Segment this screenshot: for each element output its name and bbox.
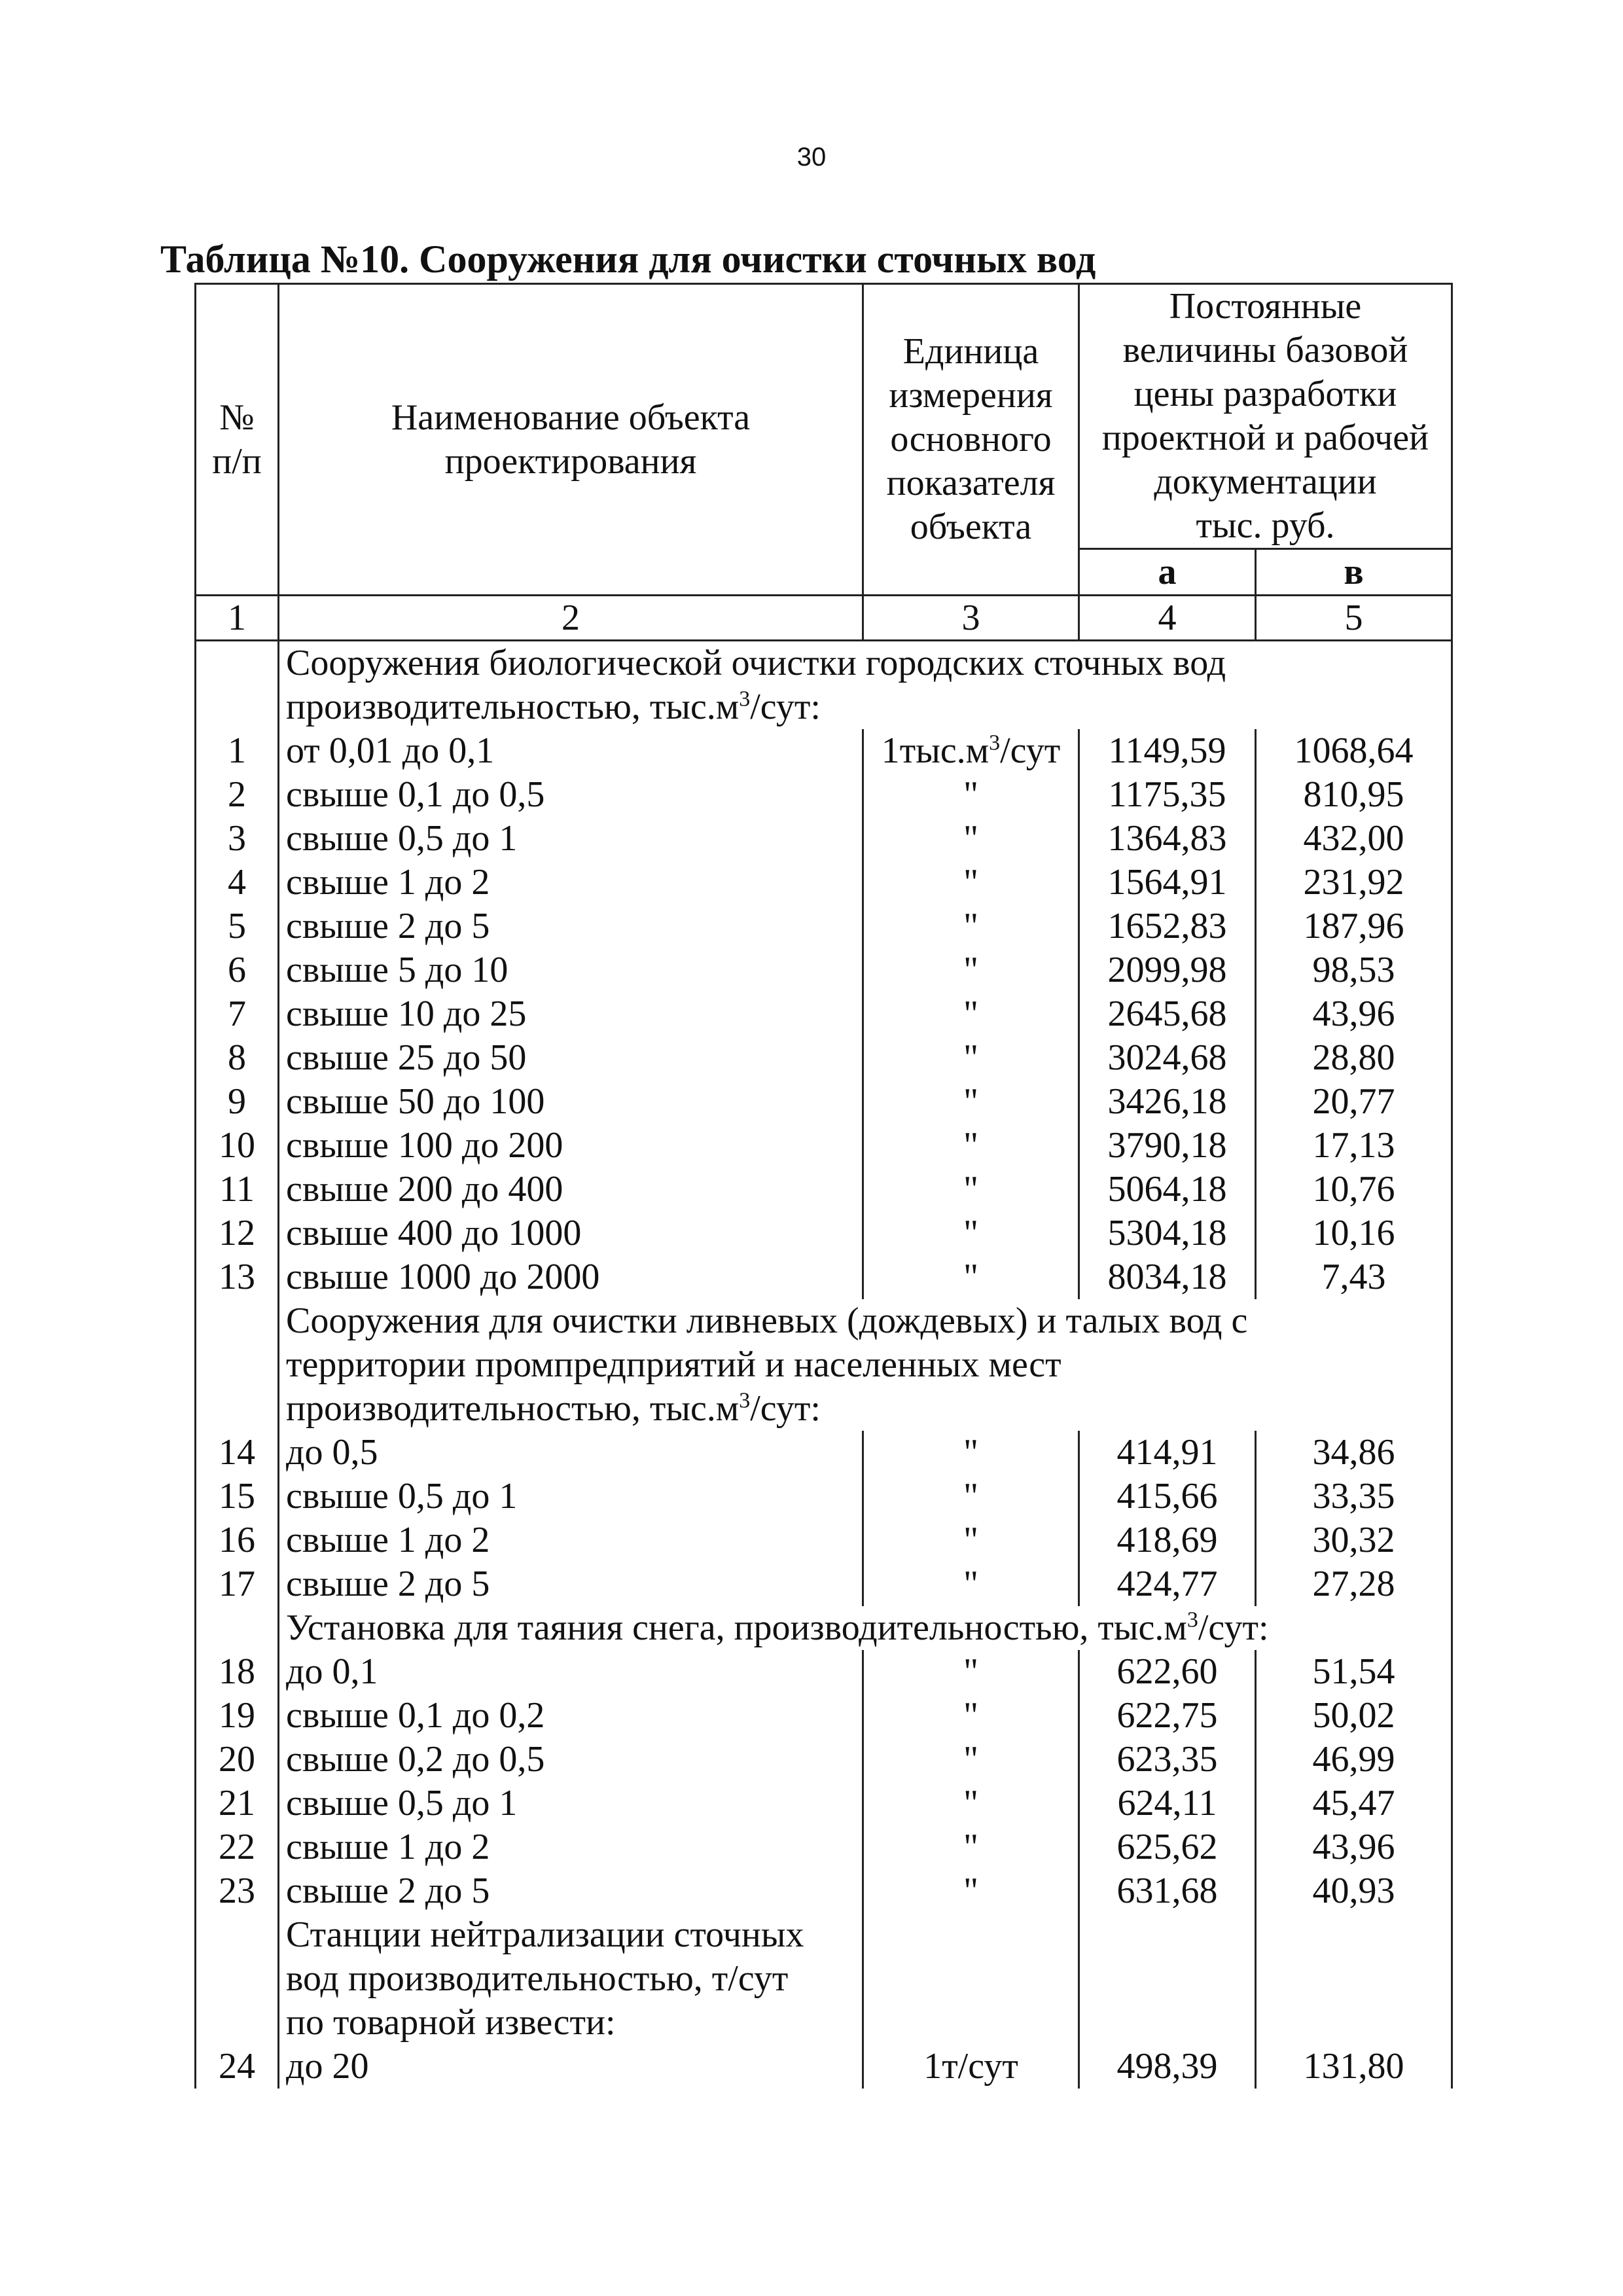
row-number: 2 xyxy=(196,773,279,817)
row-unit: " xyxy=(863,1036,1079,1080)
table-row xyxy=(196,1036,1452,1080)
table-row xyxy=(196,905,1452,948)
row-value-b: 43,96 xyxy=(1256,992,1452,1036)
row-unit: " xyxy=(863,992,1079,1036)
row-value-a: 424,77 xyxy=(1079,1562,1256,1606)
table-row xyxy=(196,1562,1452,1606)
row-value-a: 5304,18 xyxy=(1079,1211,1256,1255)
table-row xyxy=(196,1211,1452,1255)
row-object-name: свыше 5 до 10 xyxy=(279,948,863,992)
row-unit: " xyxy=(863,817,1079,861)
table-row xyxy=(196,2045,1452,2089)
section-row xyxy=(196,641,1452,730)
row-number: 8 xyxy=(196,1036,279,1080)
row-value-a: 2099,98 xyxy=(1079,948,1256,992)
column-number: 5 xyxy=(1256,596,1452,641)
row-value-b: 50,02 xyxy=(1256,1694,1452,1738)
section-a-cell xyxy=(1079,1913,1256,2045)
row-value-b: 7,43 xyxy=(1256,1255,1452,1299)
row-number: 12 xyxy=(196,1211,279,1255)
header-coef-a: а xyxy=(1079,549,1256,596)
section-b-cell xyxy=(1256,1913,1452,2045)
row-value-b: 10,16 xyxy=(1256,1211,1452,1255)
row-value-b: 432,00 xyxy=(1256,817,1452,861)
row-value-a: 622,60 xyxy=(1079,1650,1256,1694)
row-unit: " xyxy=(863,1650,1079,1694)
table-row xyxy=(196,817,1452,861)
header-number: № п/п xyxy=(196,284,279,596)
row-number: 6 xyxy=(196,948,279,992)
row-value-b: 30,32 xyxy=(1256,1518,1452,1562)
row-value-a: 8034,18 xyxy=(1079,1255,1256,1299)
row-value-b: 810,95 xyxy=(1256,773,1452,817)
row-object-name: свыше 1 до 2 xyxy=(279,1825,863,1869)
row-object-name: от 0,01 до 0,1 xyxy=(279,729,863,773)
row-object-name: до 0,5 xyxy=(279,1431,863,1475)
table-row xyxy=(196,1168,1452,1211)
row-value-b: 40,93 xyxy=(1256,1869,1452,1913)
row-number: 11 xyxy=(196,1168,279,1211)
row-object-name: свыше 100 до 200 xyxy=(279,1124,863,1168)
table-row xyxy=(196,1431,1452,1475)
row-number: 23 xyxy=(196,1869,279,1913)
table-title: Таблица №10. Сооружения для очистки сточных вод xyxy=(160,238,1096,281)
row-value-a: 625,62 xyxy=(1079,1825,1256,1869)
row-unit: " xyxy=(863,1738,1079,1782)
row-unit: " xyxy=(863,773,1079,817)
row-value-b: 10,76 xyxy=(1256,1168,1452,1211)
row-value-a: 1652,83 xyxy=(1079,905,1256,948)
header-coef-b: в xyxy=(1256,549,1452,596)
row-number: 18 xyxy=(196,1650,279,1694)
row-number: 19 xyxy=(196,1694,279,1738)
rates-table xyxy=(194,283,1453,2089)
row-value-b: 34,86 xyxy=(1256,1431,1452,1475)
table-row xyxy=(196,861,1452,905)
row-number: 16 xyxy=(196,1518,279,1562)
table-row xyxy=(196,1080,1452,1124)
table-row xyxy=(196,1255,1452,1299)
section-number-cell xyxy=(196,641,279,730)
row-object-name: свыше 0,5 до 1 xyxy=(279,1782,863,1825)
row-object-name: свыше 25 до 50 xyxy=(279,1036,863,1080)
row-value-a: 1364,83 xyxy=(1079,817,1256,861)
row-number: 17 xyxy=(196,1562,279,1606)
row-value-b: 20,77 xyxy=(1256,1080,1452,1124)
row-unit: " xyxy=(863,1475,1079,1518)
table-row xyxy=(196,773,1452,817)
row-value-a: 3790,18 xyxy=(1079,1124,1256,1168)
header-base-price: Постоянные величины базовой цены разработки проектной и рабочей документации тыс. руб. xyxy=(1079,284,1452,549)
row-value-b: 51,54 xyxy=(1256,1650,1452,1694)
section-row xyxy=(196,1606,1452,1650)
row-number: 7 xyxy=(196,992,279,1036)
section-number-cell xyxy=(196,1299,279,1431)
row-number: 14 xyxy=(196,1431,279,1475)
page-number: 30 xyxy=(796,143,827,171)
row-unit: " xyxy=(863,1782,1079,1825)
row-value-b: 98,53 xyxy=(1256,948,1452,992)
row-number: 22 xyxy=(196,1825,279,1869)
row-value-a: 5064,18 xyxy=(1079,1168,1256,1211)
row-number: 10 xyxy=(196,1124,279,1168)
row-number: 24 xyxy=(196,2045,279,2089)
row-unit: " xyxy=(863,861,1079,905)
row-value-b: 1068,64 xyxy=(1256,729,1452,773)
row-value-a: 3426,18 xyxy=(1079,1080,1256,1124)
row-object-name: свыше 400 до 1000 xyxy=(279,1211,863,1255)
row-number: 4 xyxy=(196,861,279,905)
row-object-name: свыше 200 до 400 xyxy=(279,1168,863,1211)
row-value-b: 43,96 xyxy=(1256,1825,1452,1869)
row-value-b: 187,96 xyxy=(1256,905,1452,948)
section-title: Станции нейтрализации сточных вод производительностью, т/сут по товарной извести: xyxy=(279,1913,863,2045)
row-unit: " xyxy=(863,1080,1079,1124)
row-object-name: свыше 2 до 5 xyxy=(279,905,863,948)
table-row xyxy=(196,1518,1452,1562)
table-row xyxy=(196,1124,1452,1168)
table-row xyxy=(196,1650,1452,1694)
table-row xyxy=(196,1869,1452,1913)
row-value-a: 1564,91 xyxy=(1079,861,1256,905)
column-number: 3 xyxy=(863,596,1079,641)
row-unit: " xyxy=(863,1168,1079,1211)
header-object-name: Наименование объекта проектирования xyxy=(279,284,863,596)
row-value-a: 3024,68 xyxy=(1079,1036,1256,1080)
table-row xyxy=(196,1694,1452,1738)
table-row xyxy=(196,948,1452,992)
row-number: 5 xyxy=(196,905,279,948)
table-row xyxy=(196,729,1452,773)
row-unit: " xyxy=(863,948,1079,992)
row-value-b: 45,47 xyxy=(1256,1782,1452,1825)
row-object-name: свыше 1 до 2 xyxy=(279,1518,863,1562)
row-object-name: свыше 50 до 100 xyxy=(279,1080,863,1124)
row-object-name: до 0,1 xyxy=(279,1650,863,1694)
row-value-a: 622,75 xyxy=(1079,1694,1256,1738)
section-unit-cell xyxy=(863,1913,1079,2045)
column-number: 4 xyxy=(1079,596,1256,641)
row-value-a: 1175,35 xyxy=(1079,773,1256,817)
row-unit: " xyxy=(863,1562,1079,1606)
table-row xyxy=(196,1475,1452,1518)
column-number: 1 xyxy=(196,596,279,641)
row-value-b: 131,80 xyxy=(1256,2045,1452,2089)
row-unit: " xyxy=(863,1211,1079,1255)
row-number: 21 xyxy=(196,1782,279,1825)
row-number: 9 xyxy=(196,1080,279,1124)
row-value-a: 631,68 xyxy=(1079,1869,1256,1913)
row-unit: " xyxy=(863,1124,1079,1168)
row-value-a: 623,35 xyxy=(1079,1738,1256,1782)
row-object-name: свыше 0,5 до 1 xyxy=(279,1475,863,1518)
section-row xyxy=(196,1913,1452,2045)
row-object-name: свыше 0,2 до 0,5 xyxy=(279,1738,863,1782)
row-unit: " xyxy=(863,1869,1079,1913)
row-object-name: свыше 1 до 2 xyxy=(279,861,863,905)
row-number: 20 xyxy=(196,1738,279,1782)
section-row xyxy=(196,1299,1452,1431)
section-title: Сооружения для очистки ливневых (дождевых) и талых вод с территории промпредприятий и населенных мест производительностью, $тыс.м^3$/сут: xyxy=(279,1299,1452,1431)
row-object-name: свыше 2 до 5 xyxy=(279,1869,863,1913)
row-value-a: 2645,68 xyxy=(1079,992,1256,1036)
row-value-a: 414,91 xyxy=(1079,1431,1256,1475)
row-number: 13 xyxy=(196,1255,279,1299)
section-number-cell xyxy=(196,1913,279,2045)
header-unit: Единица измерения основного показателя объекта xyxy=(863,284,1079,596)
row-number: 1 xyxy=(196,729,279,773)
row-unit: " xyxy=(863,1694,1079,1738)
row-value-b: 17,13 xyxy=(1256,1124,1452,1168)
row-number: 3 xyxy=(196,817,279,861)
row-value-b: 46,99 xyxy=(1256,1738,1452,1782)
row-object-name: свыше 1000 до 2000 xyxy=(279,1255,863,1299)
row-value-b: 231,92 xyxy=(1256,861,1452,905)
row-value-a: 418,69 xyxy=(1079,1518,1256,1562)
column-number: 2 xyxy=(279,596,863,641)
row-value-a: 1149,59 xyxy=(1079,729,1256,773)
row-object-name: до 20 xyxy=(279,2045,863,2089)
section-title: Установка для таяния снега, производительностью, $тыс.м^3$/сут: xyxy=(279,1606,1452,1650)
row-unit: " xyxy=(863,1431,1079,1475)
section-number-cell xyxy=(196,1606,279,1650)
row-unit: 1т/сут xyxy=(863,2045,1079,2089)
row-value-a: 415,66 xyxy=(1079,1475,1256,1518)
table-row xyxy=(196,1738,1452,1782)
row-number: 15 xyxy=(196,1475,279,1518)
row-value-a: 498,39 xyxy=(1079,2045,1256,2089)
row-value-b: 33,35 xyxy=(1256,1475,1452,1518)
row-unit: " xyxy=(863,1255,1079,1299)
row-unit: " xyxy=(863,1518,1079,1562)
row-value-b: 28,80 xyxy=(1256,1036,1452,1080)
row-object-name: свыше 0,1 до 0,2 xyxy=(279,1694,863,1738)
row-unit: $1тыс.м^3$/сут xyxy=(863,729,1079,773)
row-object-name: свыше 10 до 25 xyxy=(279,992,863,1036)
table-row xyxy=(196,992,1452,1036)
row-value-b: 27,28 xyxy=(1256,1562,1452,1606)
row-object-name: свыше 2 до 5 xyxy=(279,1562,863,1606)
row-object-name: свыше 0,5 до 1 xyxy=(279,817,863,861)
row-unit: " xyxy=(863,1825,1079,1869)
row-value-a: 624,11 xyxy=(1079,1782,1256,1825)
table-row xyxy=(196,1782,1452,1825)
table-row xyxy=(196,1825,1452,1869)
row-object-name: свыше 0,1 до 0,5 xyxy=(279,773,863,817)
row-unit: " xyxy=(863,905,1079,948)
section-title: Сооружения биологической очистки городских сточных вод производительностью, $тыс.м^3$/сут: xyxy=(279,641,1452,730)
